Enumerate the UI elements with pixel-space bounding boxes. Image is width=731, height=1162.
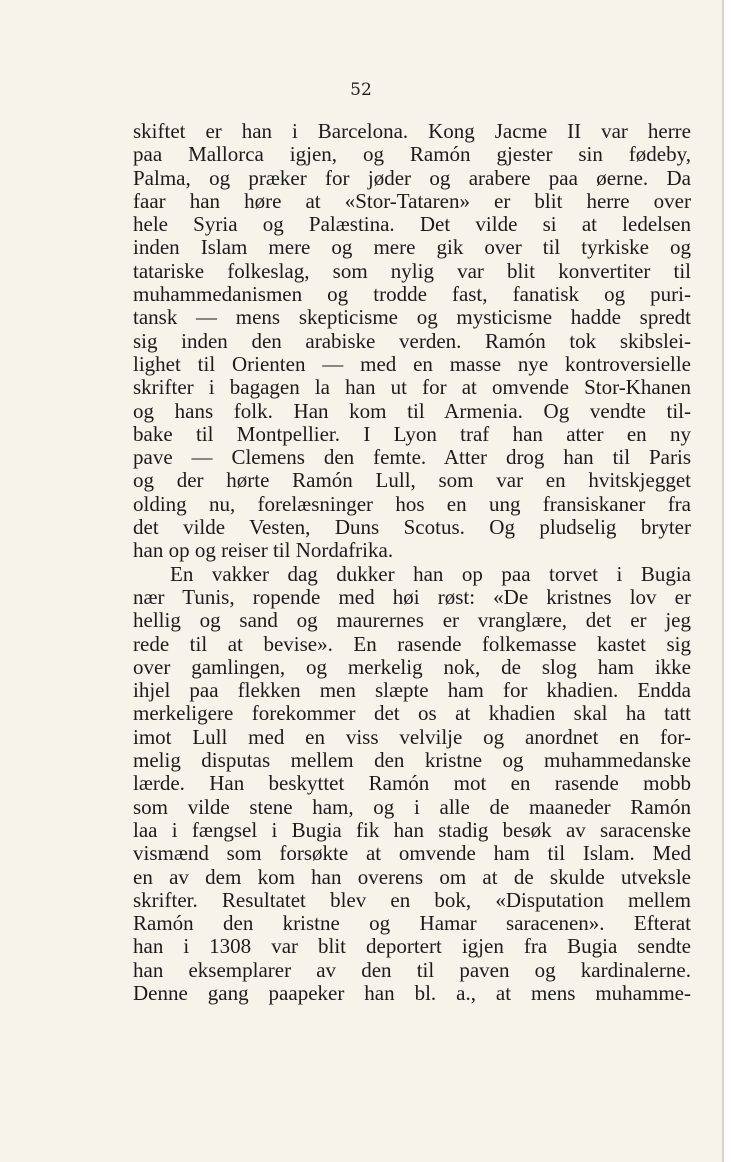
- text-line: paa Mallorca igjen, og Ramón gjester sin fødeby,: [133, 143, 691, 167]
- text-line: en av dem kom han overens om at de skulde utveksle: [133, 865, 691, 889]
- text-line: over gamlingen, og merkelig nok, de slog ham ikke: [133, 655, 691, 679]
- text-line: han eksemplarer av den til paven og kardinalerne.: [133, 958, 691, 982]
- text-line: lærde. Han beskyttet Ramón mot en rasende mobb: [133, 772, 691, 796]
- body-text: [133, 120, 691, 1005]
- text-line: han op og reiser til Nordafrika.: [133, 539, 394, 563]
- text-line: og der hørte Ramón Lull, som var en hvitskjegget: [133, 469, 691, 493]
- text-line: lighet til Orienten — med en masse nye kontroversielle: [133, 352, 691, 376]
- text-line: nær Tunis, ropende med høi røst: «De kristnes lov er: [133, 585, 691, 609]
- text-line: skiftet er han i Barcelona. Kong Jacme II var herre: [133, 120, 691, 143]
- text-line: tatariske folkeslag, som nylig var blit konvertiter til: [133, 259, 691, 283]
- text-line: skrifter. Resultatet blev en bok, «Disputation mellem: [133, 888, 691, 912]
- text-line: hellig og sand og maurernes er vranglære, det er jeg: [133, 609, 691, 633]
- text-line: Ramón den kristne og Hamar saracenen». Efterat: [133, 912, 691, 936]
- text-line: merkeligere forekommer det os at khadien skal ha tatt: [133, 702, 691, 726]
- text-line: det vilde Vesten, Duns Scotus. Og pludselig bryter: [133, 516, 691, 540]
- text-line: pave — Clemens den femte. Atter drog han til Paris: [133, 446, 691, 470]
- text-line: En vakker dag dukker han op paa torvet i Bugia: [170, 562, 691, 586]
- text-line: inden Islam mere og mere gik over til tyrkiske og: [133, 236, 691, 260]
- text-line: Palma, og præker for jøder og arabere paa øerne. Da: [133, 166, 691, 190]
- text-line: sig inden den arabiske verden. Ramón tok skibslei-: [133, 329, 691, 353]
- text-line: og hans folk. Han kom til Armenia. Og vendte til-: [133, 399, 691, 423]
- text-line: hele Syria og Palæstina. Det vilde si at ledelsen: [133, 213, 691, 237]
- text-line: skrifter i bagagen la han ut for at omvende Stor-Khanen: [133, 376, 691, 400]
- text-line: melig disputas mellem den kristne og muhammedanske: [133, 749, 691, 773]
- text-line: rede til at bevise». En rasende folkemasse kastet sig: [133, 632, 691, 656]
- page-number: 52: [350, 80, 372, 100]
- text-line: som vilde stene ham, og i alle de maaneder Ramón: [133, 795, 691, 819]
- text-line: olding nu, forelæsninger hos en ung fransiskaner fra: [133, 492, 691, 516]
- text-line: vismænd som forsøkte at omvende ham til Islam. Med: [133, 842, 691, 866]
- text-line: laa i fængsel i Bugia fik han stadig besøk av saracenske: [133, 818, 691, 842]
- text-line: Denne gang paapeker han bl. a., at mens muhamme-: [133, 981, 691, 1005]
- text-line: han i 1308 var blit deportert igjen fra Bugia sendte: [133, 935, 691, 959]
- text-line: muhammedanismen og trodde fast, fanatisk og puri-: [133, 283, 691, 307]
- text-line: bake til Montpellier. I Lyon traf han atter en ny: [133, 422, 691, 446]
- text-line: imot Lull med en viss velvilje og anordnet en for-: [133, 725, 691, 749]
- text-line: faar han høre at «Stor-Tataren» er blit herre over: [133, 189, 691, 213]
- text-line: tansk — mens skepticisme og mysticisme hadde spredt: [133, 306, 691, 330]
- text-line: ihjel paa flekken men slæpte ham for khadien. Endda: [133, 679, 691, 703]
